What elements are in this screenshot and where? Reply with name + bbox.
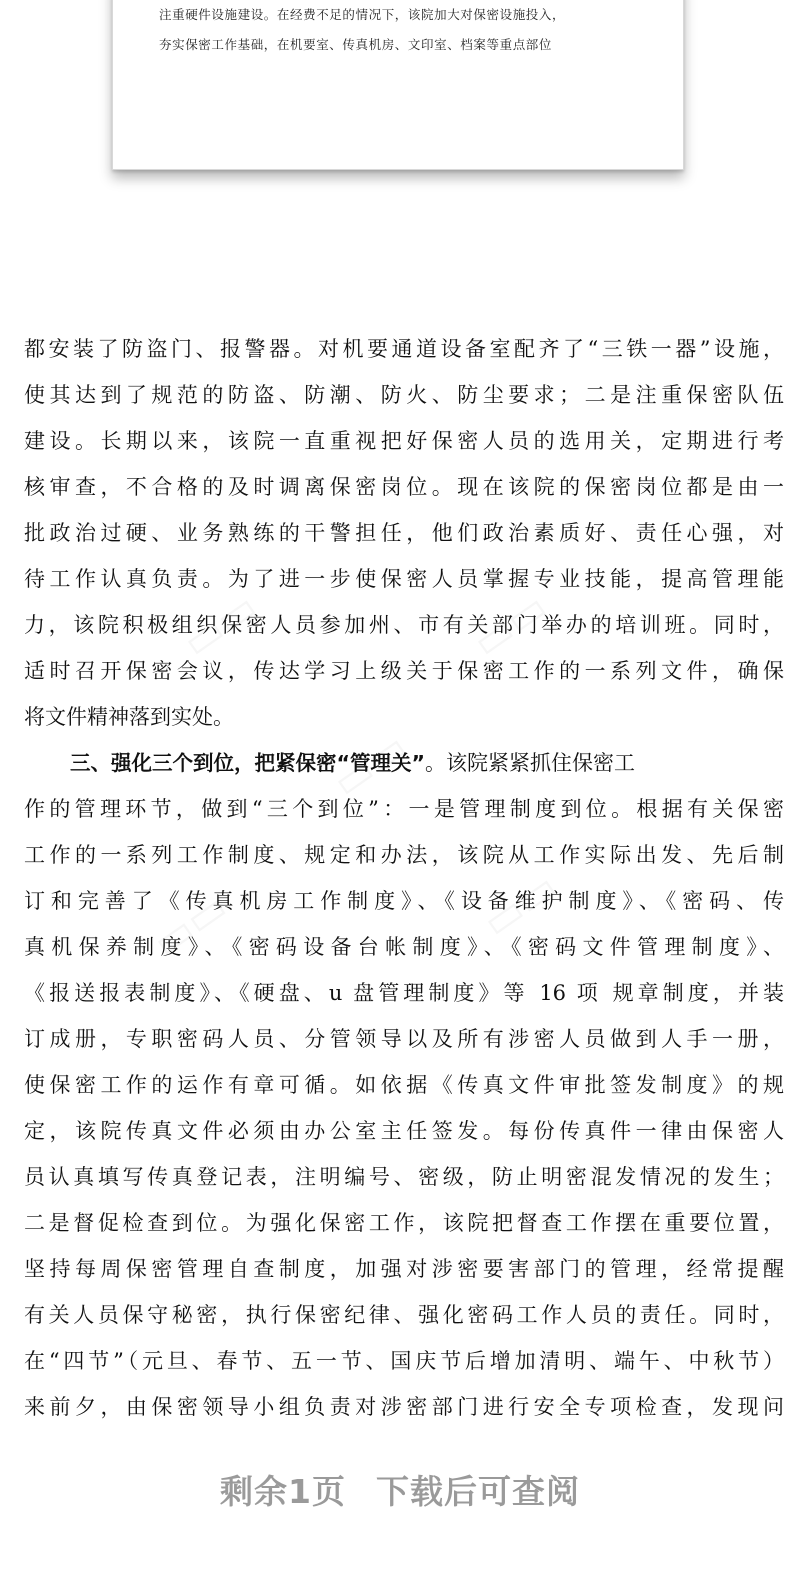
text-line: 坚持每周保密管理自查制度，加强对涉密要害部门的管理，经常提醒 <box>24 1257 784 1281</box>
preview-page-card <box>112 0 684 170</box>
text-line: 工作的一系列工作制度、规定和办法，该院从工作实际出发、先后制 <box>24 843 784 867</box>
text-line: 建设。长期以来，该院一直重视把好保密人员的选用关，定期进行考 <box>24 429 784 453</box>
preview-line-1: 注重硬件设施建设。在经费不足的情况下，该院加大对保密设施投入， <box>159 7 566 22</box>
document-body <box>24 326 784 1430</box>
text-line: 待工作认真负责。为了进一步使保密人员掌握专业技能，提高管理能 <box>24 567 784 591</box>
text-line: 有关人员保守秘密，执行保密纪律、强化密码工作人员的责任。同时， <box>24 1303 784 1327</box>
text-line: 将文件精神落到实处。 <box>24 705 234 729</box>
remaining-pages-label: 剩余1页 <box>220 1472 346 1511</box>
text-line: 力，该院积极组织保密人员参加州、市有关部门举办的培训班。同时， <box>24 613 784 637</box>
download-to-view-label: 下载后可查阅 <box>375 1472 580 1511</box>
text-line: 使其达到了规范的防盗、防潮、防火、防尘要求；二是注重保密队伍 <box>24 383 784 407</box>
text-line: 来前夕，由保密领导小组负责对涉密部门进行安全专项检查，发现问 <box>24 1395 784 1419</box>
text-line: 二是督促检查到位。为强化保密工作，该院把督查工作摆在重要位置， <box>24 1211 784 1235</box>
text-line: 适时召开保密会议，传达学习上级关于保密工作的一系列文件，确保 <box>24 659 784 683</box>
text-line: 核审查，不合格的及时调离保密岗位。现在该院的保密岗位都是由一 <box>24 475 784 499</box>
section-heading-line <box>24 740 784 786</box>
text-line: 批政治过硬、业务熟练的干警担任，他们政治素质好、责任心强，对 <box>24 521 784 545</box>
text-line: 作的管理环节，做到“三个到位”：一是管理制度到位。根据有关保密 <box>24 797 784 821</box>
text-line: 《报送报表制度》、《硬盘、u 盘管理制度》等 16 项 规章制度，并装 <box>24 981 784 1005</box>
remaining-pages-banner[interactable] <box>0 1466 800 1513</box>
preview-line-2: 夯实保密工作基础，在机要室、传真机房、文印室、档案等重点部位 <box>159 37 553 52</box>
text-line: 订成册，专职密码人员、分管领导以及所有涉密人员做到人手一册， <box>24 1027 784 1051</box>
text-line: 使保密工作的运作有章可循。如依据《传真文件审批签发制度》的规 <box>24 1073 784 1097</box>
text-line: 订和完善了《传真机房工作制度》、《设备维护制度》、《密码、传 <box>24 889 784 913</box>
text-line: 真机保养制度》、《密码设备台帐制度》、《密码文件管理制度》、 <box>24 935 784 959</box>
text-line: 员认真填写传真登记表，注明编号、密级，防止明密混发情况的发生； <box>24 1165 784 1189</box>
text-line: 定，该院传真文件必须由办公室主任签发。每份传真件一律由保密人 <box>24 1119 784 1143</box>
section-heading-rest: 。该院紧紧抓住保密工 <box>424 751 635 775</box>
text-line: 在“四节”（元旦、春节、五一节、国庆节后增加清明、端午、中秋节） <box>24 1349 784 1373</box>
section-heading: 三、强化三个到位，把紧保密“管理关” <box>70 751 425 775</box>
text-line: 都安装了防盗门、报警器。对机要通道设备室配齐了“三铁一器”设施， <box>24 337 784 361</box>
